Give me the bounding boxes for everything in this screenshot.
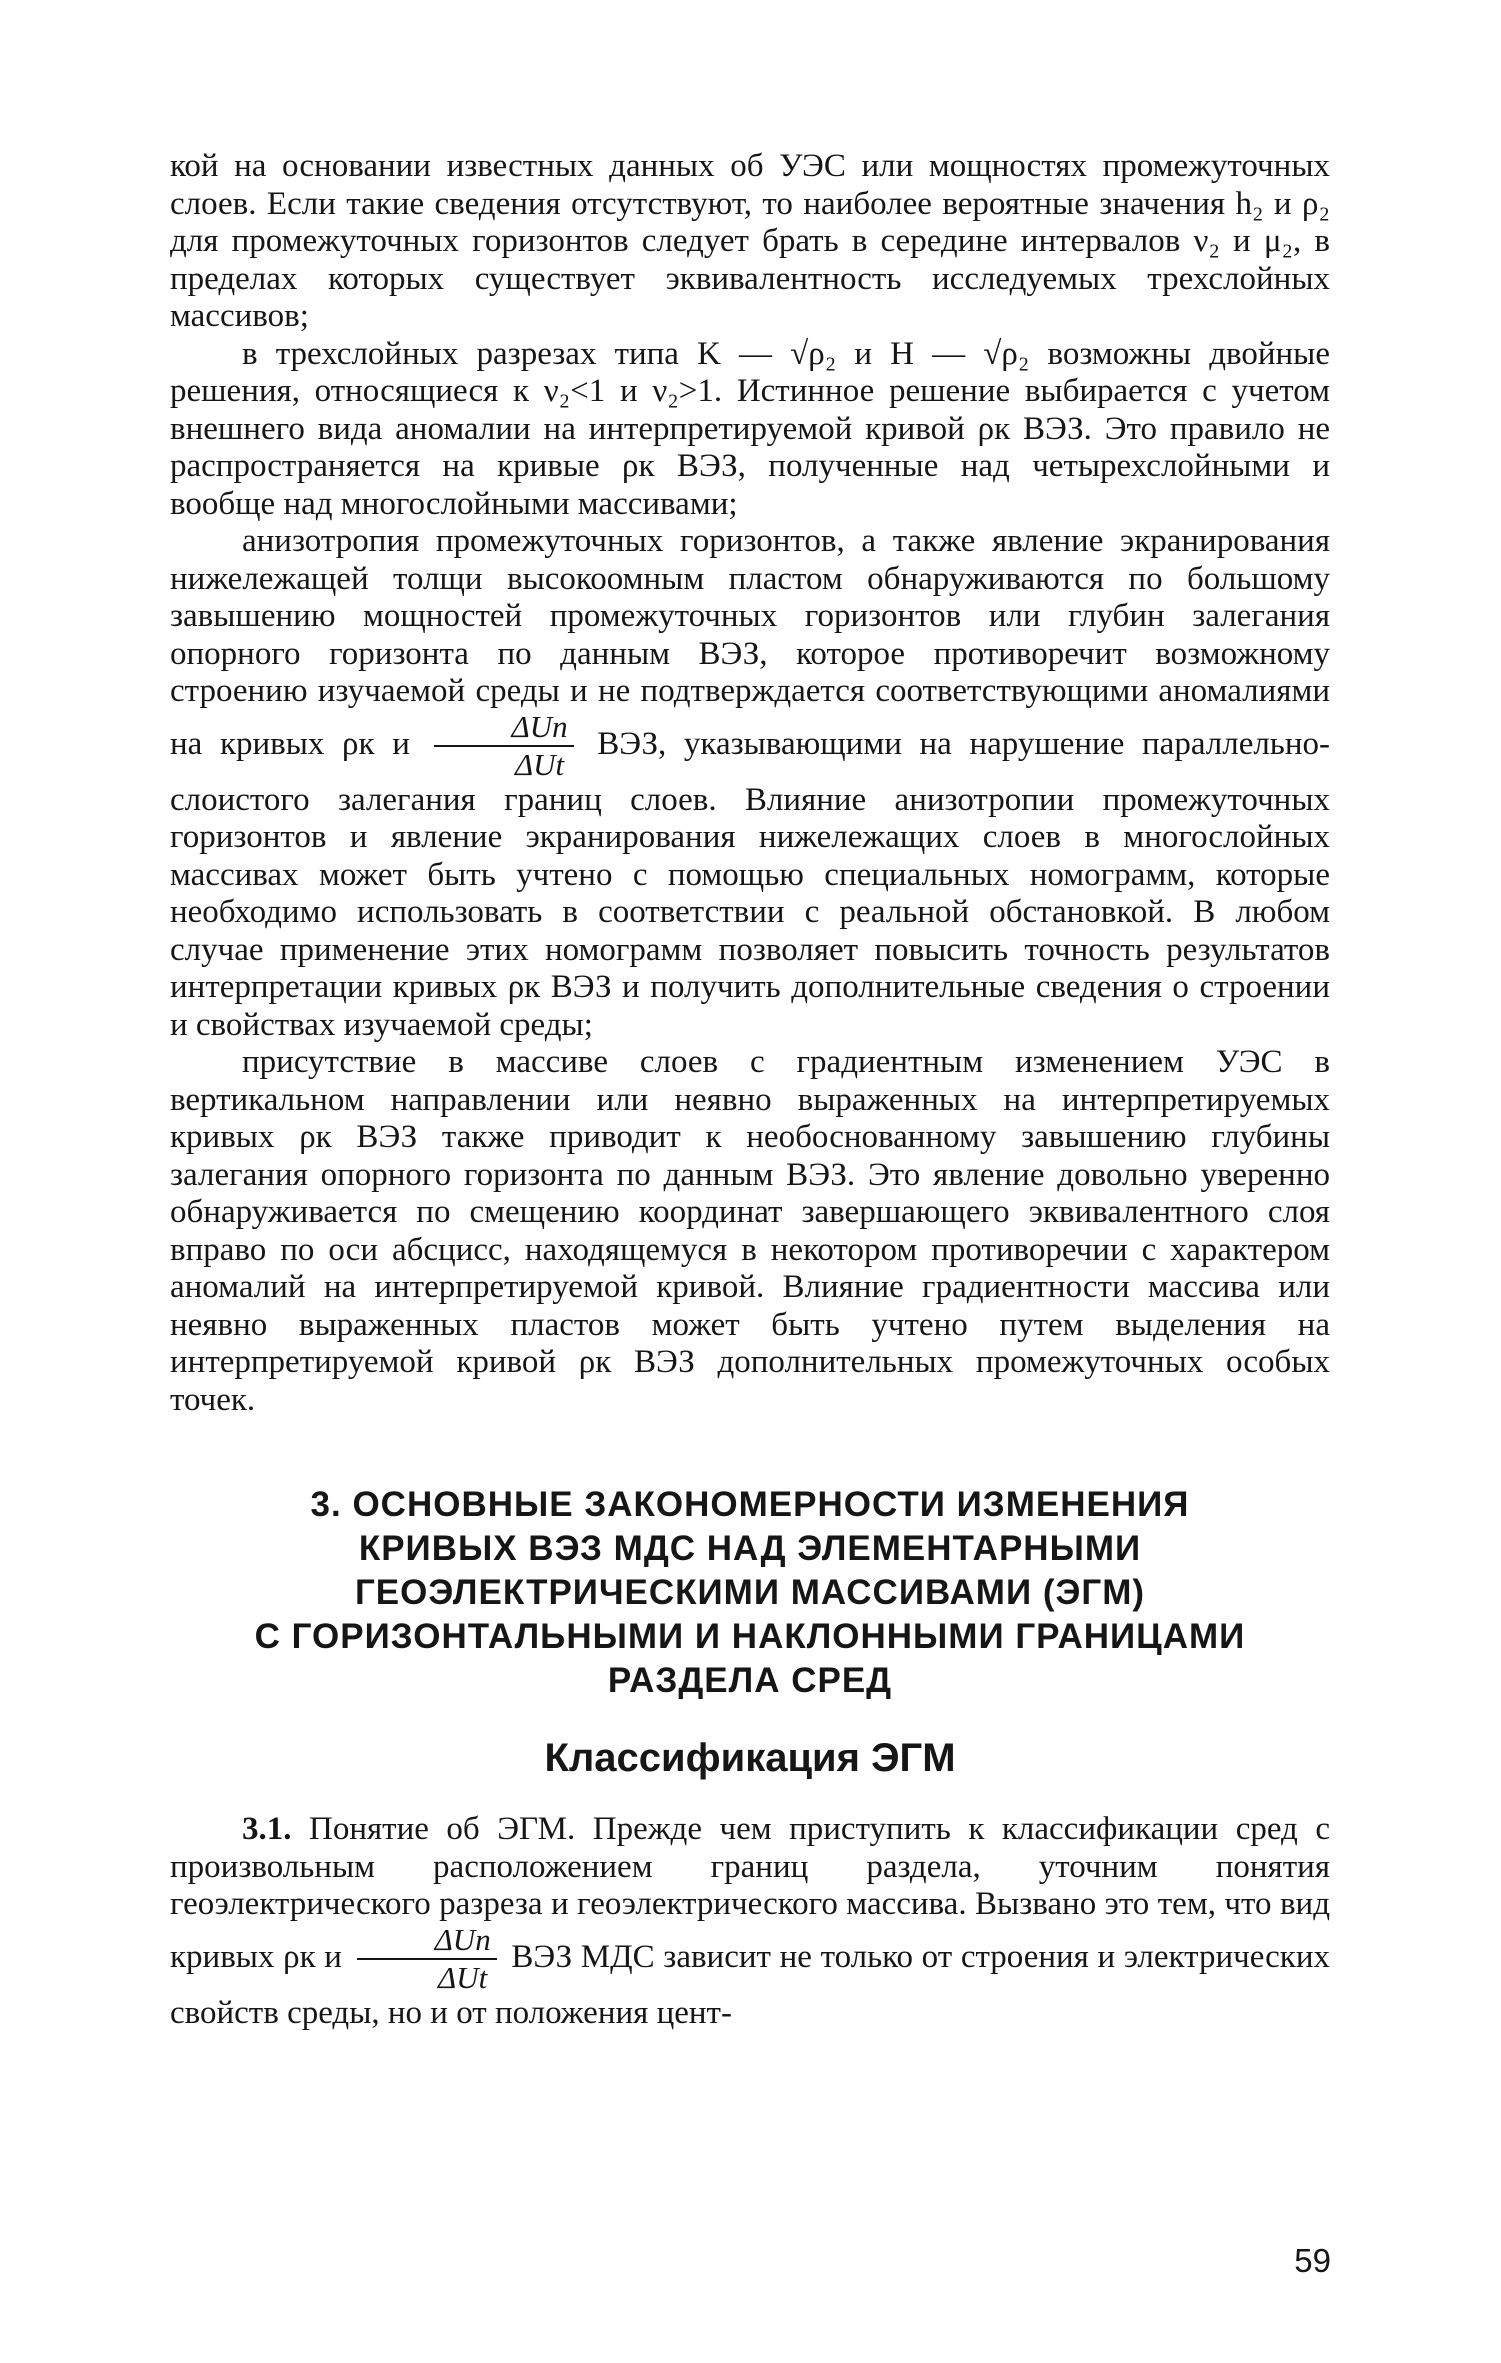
fraction-numerator: ΔUn bbox=[434, 711, 574, 748]
heading-line: РАЗДЕЛА СРЕД bbox=[607, 1661, 893, 1701]
fraction-denominator: ΔUt bbox=[438, 1960, 488, 1996]
paragraph-egm-concept-continued: ВЭЗ МДС зависит не только от строения и электрических свойств среды, но и от положения цент- bbox=[170, 1938, 1331, 2031]
fraction-delta-u bbox=[434, 708, 574, 783]
page-number: 59 bbox=[1294, 2242, 1331, 2279]
heading-line: С ГОРИЗОНТАЛЬНЫМИ И НАКЛОННЫМИ ГРАНИЦАМИ bbox=[254, 1617, 1246, 1657]
section-heading bbox=[170, 1483, 1330, 1703]
fraction-numerator: ΔUn bbox=[357, 1924, 497, 1961]
subsection-heading: Классификация ЭГМ bbox=[544, 1736, 956, 1781]
paragraph-double-solutions: в трехслойных разрезах типа K — √ρ₂ и H — √ρ₂ возможны двойные решения, относящиеся к ν₂<1 и ν₂>1. Истинное решение выбирается с учетом внешнего вида аномалии на интерпретируемой кривой ρк ВЭЗ. Это правило не распространяется на кривые ρк ВЭЗ, полученные над четырехслойными и вообще над многослойными массивами; bbox=[170, 335, 1330, 522]
fraction-delta-u bbox=[357, 1921, 497, 1996]
heading-line: ГЕОЭЛЕКТРИЧЕСКИМИ МАССИВАМИ (ЭГМ) bbox=[354, 1573, 1146, 1613]
paragraph-egm-concept-text: Понятие об ЭГМ. Прежде чем приступить к классификации сред с произвольным расположением границ раздела, уточним понятия геоэлектрического разреза и геоэлектрического массива. Вызвано это тем, что вид кривых ρк и bbox=[170, 1811, 1331, 1975]
heading-line: 3. ОСНОВНЫЕ ЗАКОНОМЕРНОСТИ ИЗМЕНЕНИЯ bbox=[310, 1485, 1190, 1525]
paragraph-equivalence: кой на основании известных данных об УЭС или мощностях промежуточных слоев. Если такие сведения отсутствуют, то наиболее вероятные значения h₂ и ρ₂ для промежуточных горизонтов следует брать в середине интервалов ν₂ и μ₂, в пределах которых существует эквивалентность исследуемых трехслойных массивов; bbox=[170, 148, 1330, 334]
paragraph-anisotropy-text: анизотропия промежуточных горизонтов, а также явление экранирования нижележащей толщи высокоомным пластом обнаруживаются по большому завышению мощностей промежуточных горизонтов или глубин залегания опорного горизонта по данным ВЭЗ, которое противоречит возможному строению изучаемой среды и не подтверждается соответствующими аномалиями на кривых ρк и bbox=[170, 523, 1330, 762]
paragraph-anisotropy bbox=[170, 523, 1330, 1044]
paragraph-egm-concept bbox=[170, 1811, 1330, 2032]
fraction-denominator: ΔUt bbox=[514, 747, 565, 783]
paragraph-gradient: присутствие в массиве слоев с градиентным изменением УЭС в вертикальном направлении или неявно выраженных на интерпретируемых кривых ρк ВЭЗ также приводит к необоснованному завышению глубины залегания опорного горизонта по данным ВЭЗ. Это явление довольно уверенно обнаруживается по смещению координат завершающего эквивалентного слоя вправо по оси абсцисс, находящемуся в некотором противоречии с характером аномалий на интерпретируемой кривой. Влияние градиентности массива или неявно выраженных пластов может быть учтено путем выделения на интерпретируемой кривой ρк ВЭЗ дополнительных промежуточных особых точек. bbox=[170, 1044, 1330, 1418]
heading-line: КРИВЫХ ВЭЗ МДС НАД ЭЛЕМЕНТАРНЫМИ bbox=[358, 1529, 1142, 1569]
paragraph-number: 3.1. bbox=[242, 1811, 292, 1848]
paragraph-anisotropy-continued: ВЭЗ, указывающими на нарушение параллельно-слоистого залегания границ слоев. Влияние анизотропии промежуточных горизонтов и явление экранирования нижележащих слоев в многослойных массивах может быть учтено с помощью специальных номограмм, которые необходимо использовать в соответствии с реальной обстановкой. В любом случае применение этих номограмм позволяет повысить точность результатов интерпретации кривых ρк ВЭЗ и получить дополнительные сведения о строении и свойствах изучаемой среды; bbox=[170, 725, 1331, 1043]
page-content bbox=[170, 148, 1330, 2032]
